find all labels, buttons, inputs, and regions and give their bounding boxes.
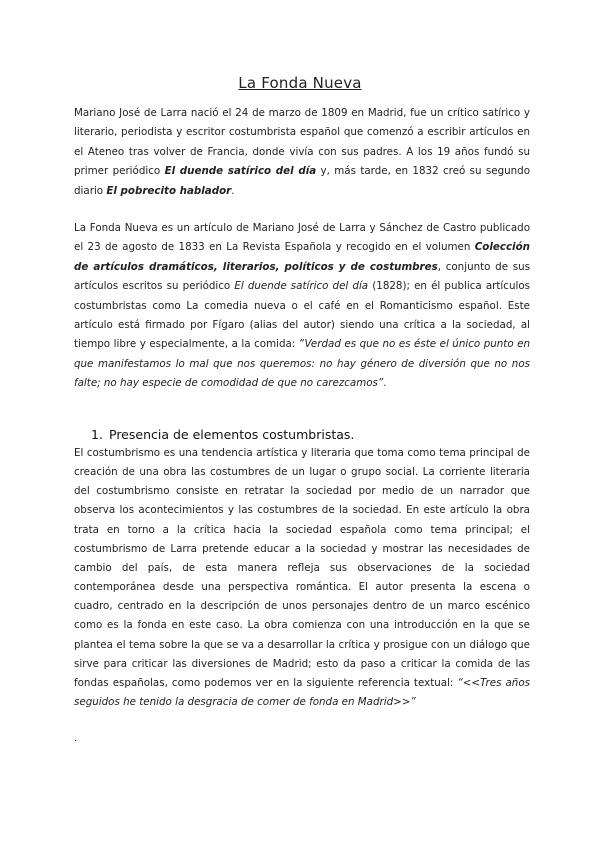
intro-paragraph: [74, 104, 530, 201]
section-heading-text: Presencia de elementos costumbristas.: [109, 427, 355, 442]
section-text-a: El costumbrismo es una tendencia artística y literaria que toma como tema principal de creación de una obra las costumbres de un lugar o grupo social. La corriente literaria del costumbrismo consiste en retratar la sociedad por medio de un narrador que observa los acontecimientos y las costumbres de la sociedad. En este artículo la obra trata en torno a la crítica hacia la sociedad española como tema principal; el costumbrismo de Larra pretende educar a la sociedad y mostrar las necesidades de cambio del país, de esta manera refleja sus observaciones de la sociedad contemporánea desde una perspectiva romántica. El autor presenta la escena o cuadro, centrado en la descripción de unos personajes dentro de un marco escénico como es la fonda en este caso. La obra comienza con una introducción en la que se plantea el tema sobre la que se va a desarrollar la crítica y prosigue con un diálogo que sirve para criticar las diversiones de Madrid; esto da paso a criticar la comida de las fondas españolas, como podemos ver en la siguiente referencia textual:: [74, 447, 530, 689]
intro-text-b: y, más tarde, en 1832 creó su segundo diario: [74, 165, 531, 197]
intro-second-paper: El pobrecito hablador: [106, 184, 232, 197]
page-title: La Fonda Nueva: [238, 74, 362, 92]
intro-text-a: Mariano José de Larra nació el 24 de marzo de 1809 en Madrid, fue un crítico satírico y literario, periodista y escritor costumbrista español que comenzó a escribir artículos en el Ateneo tras volver de Francia, donde vivía con sus padres. A los 19 años fundó su primer periódico: [74, 107, 530, 178]
summary-text-a: La Fonda Nueva es un artículo de Mariano José de Larra y Sánchez de Castro publicado el 23 de agosto de 1833 en La Revista Española y recogido en el volumen: [74, 222, 530, 254]
intro-text-c: .: [231, 184, 235, 197]
trailing-dot: .: [74, 733, 78, 744]
summary-text-b: , conjunto de sus artículos escritos su periódico: [74, 260, 530, 293]
summary-quote: “Verdad es que no es éste el único punto en que manifestamos lo mal que nos queremos: no hay género de diversión que no nos falte; no hay especie de comodidad de que no carezcamos”: [74, 338, 530, 390]
summary-text-d: .: [383, 377, 387, 390]
summary-text-c: (1828); en él publica artículos costumbristas como La comedia nueva o el café en el Romanticismo español. Este artículo está firmado por Fígaro (alias del autor) siendo una crítica a la sociedad, al tiempo libre y especialmente, a la comida:: [74, 280, 530, 351]
summary-paragraph: [74, 219, 530, 394]
summary-paper: El duende satírico del día: [234, 280, 369, 293]
section-number: 1.: [91, 427, 103, 442]
section-paragraph: [74, 444, 530, 712]
section-heading: [91, 427, 354, 442]
section-quote: “<<Tres años seguidos he tenido la desgracia de comer de fonda en Madrid>>”: [74, 676, 530, 709]
summary-collection: Colección de artículos dramáticos, literarios, políticos y de costumbres: [74, 241, 530, 273]
intro-first-paper: El duende satírico del día: [164, 165, 317, 178]
